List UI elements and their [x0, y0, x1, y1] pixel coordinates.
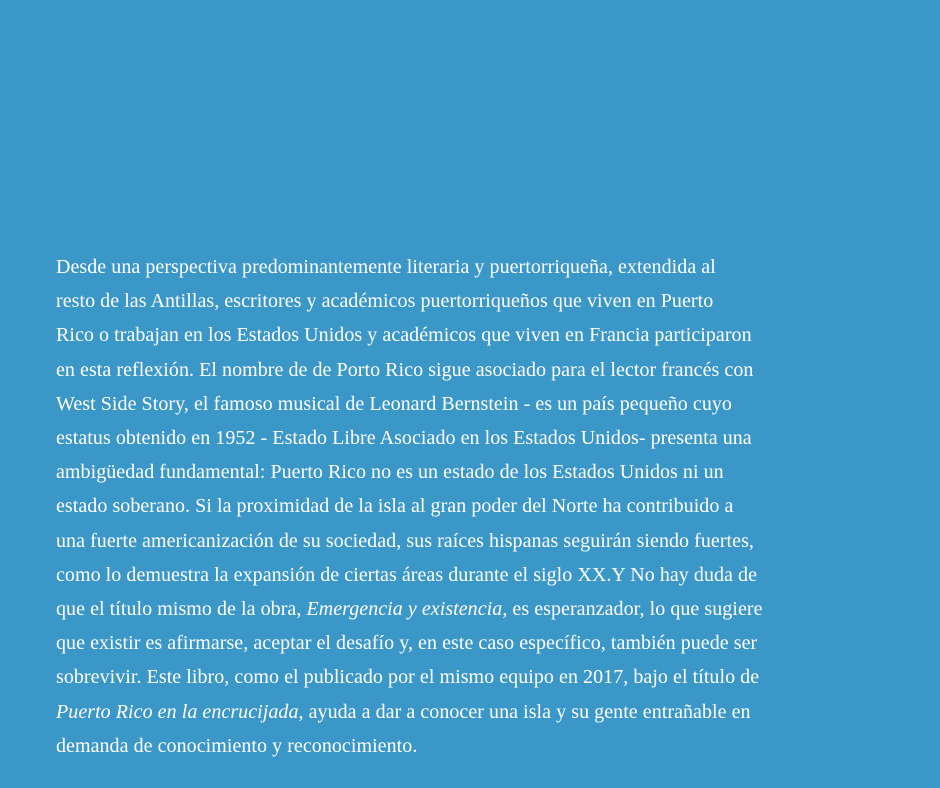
line-text: demanda de conocimiento y reconocimiento. — [56, 734, 418, 757]
line-text: estado soberano. Si la proximidad de la isla al gran poder del Norte ha contribuido a — [56, 495, 734, 518]
paragraph-line — [56, 250, 916, 284]
paragraph-line — [56, 592, 916, 626]
line-text: Desde una perspectiva predominantemente literaria y puertorriqueña, extendida al — [56, 256, 716, 278]
paragraph-line — [56, 660, 916, 694]
paragraph-line — [56, 387, 916, 421]
line-text: como lo demuestra la expansión de ciertas áreas durante el siglo XX.Y No hay duda de — [56, 563, 758, 586]
line-text: ambigüedad fundamental: Puerto Rico no es un estado de los Estados Unidos ni un — [56, 461, 724, 484]
paragraph-line — [56, 626, 916, 660]
description-paragraph — [56, 250, 916, 763]
book-title-emergencia: Emergencia y existencia, — [306, 598, 508, 621]
line-text: estatus obtenido en 1952 - Estado Libre Asociado en los Estados Unidos- presenta una — [56, 427, 752, 450]
paragraph-line — [56, 284, 916, 318]
line-text: West Side Story, el famoso musical de Leonard Bernstein - es un país pequeño cuyo — [56, 392, 732, 415]
line-text: , ayuda a dar a conocer una isla y su gente entrañable en — [298, 700, 751, 723]
line-text: que el título mismo de la obra, — [56, 598, 307, 621]
line-text: es esperanzador, lo que sugiere — [507, 598, 763, 621]
line-text: que existir es afirmarse, aceptar el desafío y, en este caso específico, también puede ser — [56, 632, 758, 655]
book-title-encrucijada: Puerto Rico en la encrucijada — [56, 700, 299, 723]
paragraph-line — [56, 729, 916, 763]
line-text: en esta reflexión. El nombre de de Porto Rico sigue asociado para el lector francés con — [56, 358, 754, 381]
paragraph-line — [56, 318, 916, 352]
line-text: Rico o trabajan en los Estados Unidos y académicos que viven en Francia participaron — [56, 324, 752, 347]
line-text: una fuerte americanización de su sociedad, sus raíces hispanas seguirán siendo fuertes, — [56, 529, 754, 552]
line-text: sobrevivir. Este libro, como el publicado por el mismo equipo en 2017, bajo el título de — [56, 666, 760, 689]
paragraph-line — [56, 558, 916, 592]
paragraph-line — [56, 455, 916, 489]
line-text: resto de las Antillas, escritores y académicos puertorriqueños que viven en Puerto — [56, 290, 714, 313]
paragraph-line — [56, 353, 916, 387]
paragraph-line — [56, 489, 916, 523]
paragraph-line — [56, 695, 916, 729]
paragraph-line — [56, 524, 916, 558]
paragraph-line — [56, 421, 916, 455]
